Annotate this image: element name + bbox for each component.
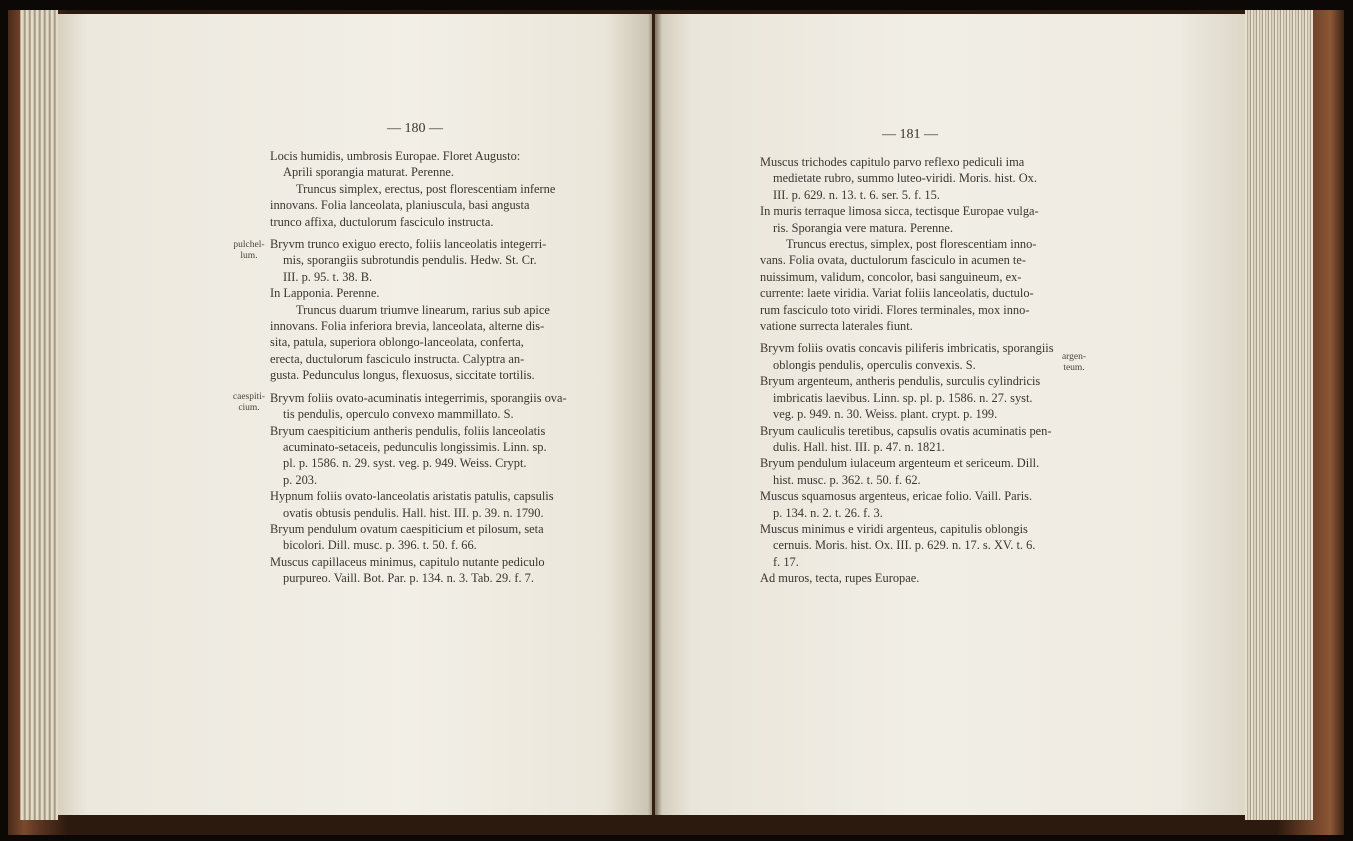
left-page-edges xyxy=(20,10,58,820)
text-line: Ad muros, tecta, rupes Europae. xyxy=(760,571,920,586)
text-line: Muscus minimus e viridi argenteus, capitulis oblongis xyxy=(760,521,1028,536)
right-page-edges xyxy=(1245,10,1313,820)
text-line: III. p. 629. n. 13. t. 6. ser. 5. f. 15. xyxy=(773,187,940,202)
text-line: dulis. Hall. hist. III. p. 47. n. 1821. xyxy=(773,439,945,454)
text-line: Locis humidis, umbrosis Europae. Floret Augusto: xyxy=(270,149,521,163)
text-line: pl. p. 1586. n. 29. syst. veg. p. 949. Weiss. Crypt. xyxy=(283,456,527,471)
text-line: Bryum caespiticium antheris pendulis, foliis lanceolatis xyxy=(270,423,546,438)
text-line: Bryum cauliculis teretibus, capsulis ovatis acuminatis pen- xyxy=(760,423,1052,438)
text-line: hist. musc. p. 362. t. 50. f. 62. xyxy=(773,472,921,487)
text-line: p. 203. xyxy=(283,472,318,487)
text-line: Bryvm foliis ovatis concavis piliferis imbricatis, sporangiis xyxy=(760,341,1054,356)
text-line: Bryvm trunco exiguo erecto, foliis lanceolatis integerri- xyxy=(270,237,547,252)
text-line: currente: laete viridia. Variat foliis lanceolatis, ductulo- xyxy=(760,286,1034,301)
text-line: imbricatis laevibus. Linn. sp. pl. p. 1586. n. 27. syst. xyxy=(773,390,1033,405)
text-line: In Lapponia. Perenne. xyxy=(270,286,380,301)
text-line: trunco affixa, ductulorum fasciculo instructa. xyxy=(270,214,494,229)
text-line: purpureo. Vaill. Bot. Par. p. 134. n. 3. Tab. 29. f. 7. xyxy=(283,571,534,586)
text-line: gusta. Pedunculus longus, flexuosus, siccitate tortilis. xyxy=(270,368,535,383)
text-line: Truncus simplex, erectus, post florescentiam inferne xyxy=(296,181,556,196)
text-line: acuminato-setaceis, pedunculis longissimis. Linn. sp. xyxy=(283,439,547,454)
text-line: Bryum argenteum, antheris pendulis, surculis cylindricis xyxy=(760,374,1041,389)
text-line: rum fasciculo toto viridi. Flores terminales, mox inno- xyxy=(760,302,1030,317)
book-gutter xyxy=(648,14,662,815)
text-line: vans. Folia ovata, ductulorum fasciculo in acumen te- xyxy=(760,253,1026,268)
text-line: Aprili sporangia maturat. Perenne. xyxy=(283,165,455,180)
text-line: In muris terraque limosa sicca, tectisque Europae vulga- xyxy=(760,204,1039,219)
text-line: Muscus trichodes capitulo parvo reflexo pediculi ima xyxy=(760,155,1025,169)
margin-note: pulchel- lum. xyxy=(233,240,265,261)
text-line: Truncus erectus, simplex, post florescentiam inno- xyxy=(786,237,1037,252)
text-line: ovatis obtusis pendulis. Hall. hist. III. p. 39. n. 1790. xyxy=(283,505,544,520)
text-line: oblongis pendulis, operculis convexis. S. xyxy=(773,357,976,372)
text-line: Truncus duarum triumve linearum, rarius sub apice xyxy=(296,302,550,317)
text-line: vatione surrecta laterales fiunt. xyxy=(760,319,913,334)
left-page-text xyxy=(270,148,588,587)
text-line: ris. Sporangia vere matura. Perenne. xyxy=(773,220,953,235)
text-line: innovans. Folia lanceolata, planiuscula, basi angusta xyxy=(270,198,530,213)
text-line: innovans. Folia inferiora brevia, lanceolata, alterne dis- xyxy=(270,319,545,334)
page-number-left: — 180 — xyxy=(387,121,443,136)
text-line: p. 134. n. 2. t. 26. f. 3. xyxy=(773,505,883,520)
text-line: Bryum pendulum ovatum caespiticium et pilosum, seta xyxy=(270,521,544,536)
page-number-right: — 181 — xyxy=(882,127,938,142)
margin-note: argen- teum. xyxy=(1061,352,1087,373)
text-line: mis, sporangiis subrotundis pendulis. Hedw. St. Cr. xyxy=(283,253,537,268)
text-line: bicolori. Dill. musc. p. 396. t. 50. f. 66. xyxy=(283,538,477,553)
text-line: cernuis. Moris. hist. Ox. III. p. 629. n. 17. s. XV. t. 6. xyxy=(773,538,1036,553)
margin-note: caespiti- cium. xyxy=(232,392,266,413)
text-line: Hypnum foliis ovato-lanceolatis aristatis patulis, capsulis xyxy=(270,489,554,504)
text-line: tis pendulis, operculo convexo mammillato. S. xyxy=(283,407,514,422)
text-line: veg. p. 949. n. 30. Weiss. plant. crypt. p. 199. xyxy=(773,407,998,422)
text-line: erecta, ductulorum fasciculo instructa. Calyptra an- xyxy=(270,351,525,366)
text-line: nuissimum, validum, concolor, basi sanguineum, ex- xyxy=(760,269,1022,284)
right-page-text xyxy=(760,154,1060,587)
text-line: III. p. 95. t. 38. B. xyxy=(283,269,373,284)
text-line: Muscus squamosus argenteus, ericae folio. Vaill. Paris. xyxy=(760,489,1033,504)
text-line: sita, patula, superiora oblongo-lanceolata, conferta, xyxy=(270,335,524,350)
text-line: medietate rubro, summo luteo-viridi. Moris. hist. Ox. xyxy=(773,171,1037,186)
text-line: f. 17. xyxy=(773,554,799,569)
text-line: Muscus capillaceus minimus, capitulo nutante pediculo xyxy=(270,554,545,569)
text-line: Bryvm foliis ovato-acuminatis integerrimis, sporangiis ova- xyxy=(270,390,567,405)
text-line: Bryum pendulum iulaceum argenteum et sericeum. Dill. xyxy=(760,456,1040,471)
